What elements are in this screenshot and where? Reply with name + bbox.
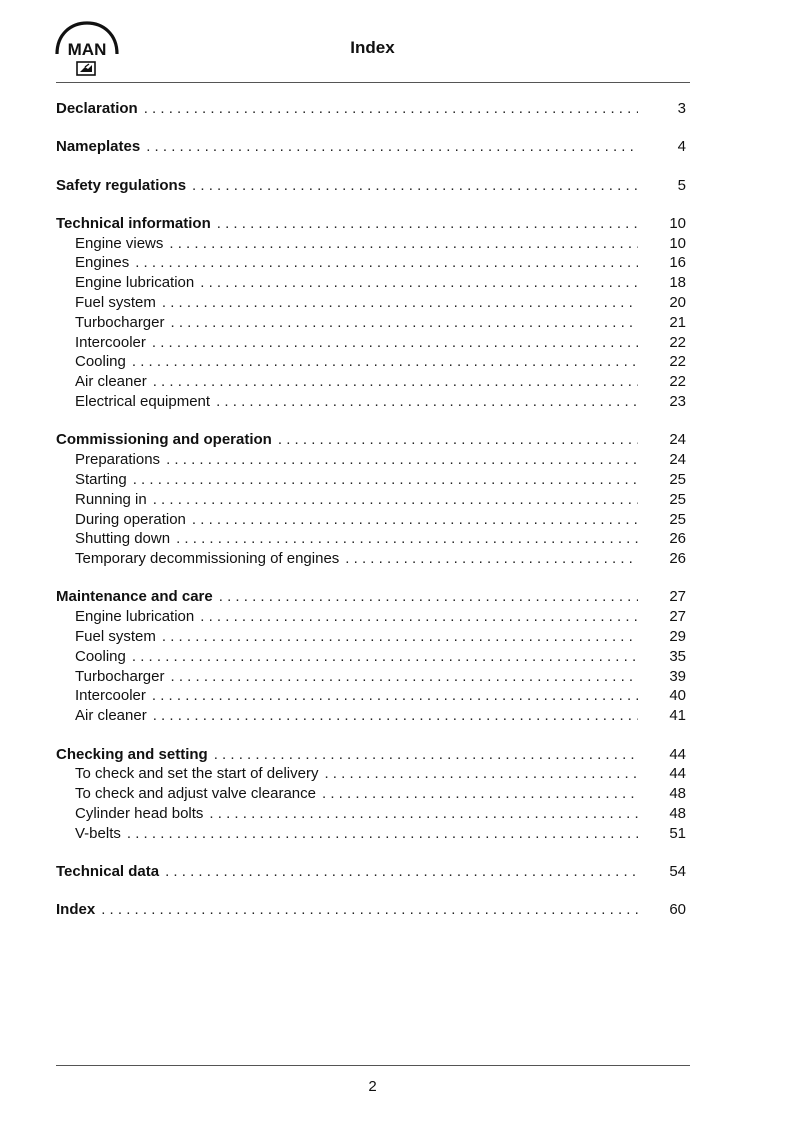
toc-entry-title: To check and adjust valve clearance: [75, 785, 316, 803]
toc-entry-title: Engine lubrication: [75, 608, 195, 626]
toc-entry-title: During operation: [75, 510, 186, 528]
toc-section-entry[interactable]: [56, 99, 686, 119]
dot-leader: [176, 529, 638, 549]
toc-entry-title: Fuel system: [75, 294, 156, 312]
toc-section: [56, 137, 686, 157]
toc-entry-page: 40: [669, 687, 686, 705]
toc-subsection-entry[interactable]: [56, 470, 686, 490]
toc-subsection-entry[interactable]: [56, 392, 686, 412]
dot-leader: [322, 784, 638, 804]
toc-subsection-entry[interactable]: [56, 706, 686, 726]
toc-entry-page: 22: [669, 353, 686, 371]
toc-entry-page: 21: [669, 313, 686, 331]
dot-leader: [152, 333, 638, 353]
dot-leader: [278, 430, 638, 450]
dot-leader: [217, 214, 638, 234]
toc-subsection-entry[interactable]: [56, 313, 686, 333]
toc-entry-title: Cooling: [75, 647, 126, 665]
toc-subsection-entry[interactable]: [56, 510, 686, 530]
toc-subsection-entry[interactable]: [56, 352, 686, 372]
toc-subsection-entry[interactable]: [56, 234, 686, 254]
toc-section: [56, 900, 686, 920]
toc-entry-title: Electrical equipment: [75, 393, 211, 411]
dot-leader: [132, 352, 638, 372]
toc-subsection-entry[interactable]: [56, 824, 686, 844]
toc-entry-title: V-belts: [75, 824, 121, 842]
toc-entry-title: Fuel system: [75, 628, 156, 646]
toc-entry-title: Running in: [75, 490, 147, 508]
toc-section-entry[interactable]: [56, 176, 686, 196]
toc-entry-title: Declaration: [56, 100, 138, 117]
toc-entry-title: Intercooler: [75, 333, 146, 351]
toc-entry-title: Engine views: [75, 234, 164, 252]
toc-entry-page: 44: [669, 745, 686, 763]
dot-leader: [162, 627, 638, 647]
toc-subsection-entry[interactable]: [56, 333, 686, 353]
toc-entry-title: Maintenance and care: [56, 588, 213, 606]
toc-section: [56, 214, 686, 412]
toc-entry-page: 26: [669, 530, 686, 548]
toc-entry-page: 41: [669, 707, 686, 725]
header-divider: [56, 82, 690, 83]
toc-section: [56, 176, 686, 196]
toc-entry-title: Preparations: [75, 451, 161, 469]
toc-entry-page: 22: [669, 373, 686, 391]
toc-entry-page: 24: [669, 451, 686, 469]
toc-section: [56, 587, 686, 726]
toc-entry-page: 51: [669, 824, 686, 842]
dot-leader: [214, 745, 638, 765]
dot-leader: [166, 450, 638, 470]
toc-entry-page: 18: [669, 274, 686, 292]
dot-leader: [171, 667, 639, 687]
toc-subsection-entry[interactable]: [56, 549, 686, 569]
toc-subsection-entry[interactable]: [56, 804, 686, 824]
toc-entry-page: 4: [677, 138, 686, 156]
page-number: 2: [368, 1078, 377, 1095]
toc-subsection-entry[interactable]: [56, 627, 686, 647]
dot-leader: [132, 647, 638, 667]
toc-entry-page: 39: [669, 667, 686, 685]
toc-section-entry[interactable]: [56, 430, 686, 450]
toc-entry-title: Safety regulations: [56, 176, 187, 194]
dot-leader: [219, 587, 638, 607]
toc-entry-page: 48: [669, 785, 686, 803]
toc-subsection-entry[interactable]: [56, 686, 686, 706]
dot-leader: [101, 900, 638, 920]
toc-entry-page: 27: [669, 588, 686, 606]
toc-entry-title: Starting: [75, 470, 127, 488]
toc-entry-title: Temporary decommissioning of engines: [75, 550, 340, 568]
dot-leader: [216, 392, 638, 412]
dot-leader: [165, 862, 638, 882]
logo-text: MAN: [67, 40, 107, 59]
page-title: Index: [350, 38, 395, 57]
toc-entry-page: 10: [669, 234, 686, 252]
dot-leader: [200, 607, 638, 627]
dot-leader: [209, 804, 638, 824]
toc-subsection-entry[interactable]: [56, 529, 686, 549]
table-of-contents: [56, 99, 686, 939]
toc-entry-page: 10: [669, 214, 686, 232]
toc-subsection-entry[interactable]: [56, 607, 686, 627]
toc-entry-page: 48: [669, 804, 686, 822]
toc-subsection-entry[interactable]: [56, 764, 686, 784]
toc-entry-title: Checking and setting: [56, 745, 208, 763]
dot-leader: [324, 764, 638, 784]
toc-entry-page: 25: [669, 490, 686, 508]
toc-entry-title: Turbocharger: [75, 313, 165, 331]
toc-entry-title: Index: [56, 901, 96, 919]
toc-section-entry[interactable]: [56, 862, 686, 882]
dot-leader: [162, 293, 638, 313]
toc-entry-page: 26: [669, 550, 686, 568]
toc-entry-title: Intercooler: [75, 687, 146, 705]
toc-entry-title: Technical data: [56, 863, 160, 880]
toc-entry-page: 24: [669, 431, 686, 449]
toc-entry-page: 20: [669, 294, 686, 312]
toc-subsection-entry[interactable]: [56, 647, 686, 667]
toc-entry-page: 29: [669, 628, 686, 646]
dot-leader: [153, 372, 638, 392]
dot-leader: [192, 176, 638, 196]
toc-entry-page: 23: [669, 393, 686, 411]
toc-entry-title: Cylinder head bolts: [75, 804, 204, 822]
toc-subsection-entry[interactable]: [56, 490, 686, 510]
toc-entry-page: 5: [677, 176, 686, 194]
dot-leader: [133, 470, 638, 490]
toc-entry-page: 16: [669, 254, 686, 272]
toc-entry-page: 44: [669, 765, 686, 783]
toc-entry-title: Nameplates: [56, 138, 141, 156]
toc-section-entry[interactable]: [56, 587, 686, 607]
toc-section: [56, 99, 686, 119]
toc-entry-title: Shutting down: [75, 530, 171, 548]
toc-section: [56, 430, 686, 569]
dot-leader: [127, 824, 638, 844]
toc-subsection-entry[interactable]: [56, 253, 686, 273]
toc-entry-title: Engines: [75, 254, 130, 272]
toc-section: [56, 745, 686, 844]
toc-subsection-entry[interactable]: [56, 784, 686, 804]
dot-leader: [153, 706, 638, 726]
dot-leader: [171, 313, 639, 333]
toc-entry-page: 27: [669, 608, 686, 626]
toc-subsection-entry[interactable]: [56, 293, 686, 313]
dot-leader: [200, 273, 638, 293]
toc-entry-title: Commissioning and operation: [56, 431, 272, 449]
dot-leader: [146, 137, 638, 157]
toc-section: [56, 862, 686, 882]
dot-leader: [153, 490, 638, 510]
toc-entry-page: 35: [669, 647, 686, 665]
toc-section-entry[interactable]: [56, 137, 686, 157]
toc-section-entry[interactable]: [56, 214, 686, 234]
toc-subsection-entry[interactable]: [56, 372, 686, 392]
toc-subsection-entry[interactable]: [56, 273, 686, 293]
toc-entry-page: 25: [669, 510, 686, 528]
footer-divider: [56, 1065, 690, 1066]
toc-entry-title: Cooling: [75, 353, 126, 371]
dot-leader: [144, 99, 638, 119]
toc-entry-page: 3: [677, 100, 686, 117]
toc-entry-page: 22: [669, 333, 686, 351]
toc-entry-title: To check and set the start of delivery: [75, 765, 319, 783]
dot-leader: [152, 686, 638, 706]
dot-leader: [192, 510, 638, 530]
toc-subsection-entry[interactable]: [56, 667, 686, 687]
dot-leader: [169, 234, 638, 254]
dot-leader: [345, 549, 638, 569]
toc-entry-title: Engine lubrication: [75, 274, 195, 292]
toc-entry-title: Air cleaner: [75, 373, 147, 391]
toc-entry-title: Technical information: [56, 214, 211, 232]
toc-entry-page: 25: [669, 470, 686, 488]
toc-entry-title: Turbocharger: [75, 667, 165, 685]
dot-leader: [135, 253, 638, 273]
toc-entry-page: 60: [669, 901, 686, 919]
toc-subsection-entry[interactable]: [56, 450, 686, 470]
toc-entry-title: Air cleaner: [75, 707, 147, 725]
toc-section-entry[interactable]: [56, 745, 686, 765]
toc-entry-page: 54: [669, 863, 686, 880]
toc-section-entry[interactable]: [56, 900, 686, 920]
